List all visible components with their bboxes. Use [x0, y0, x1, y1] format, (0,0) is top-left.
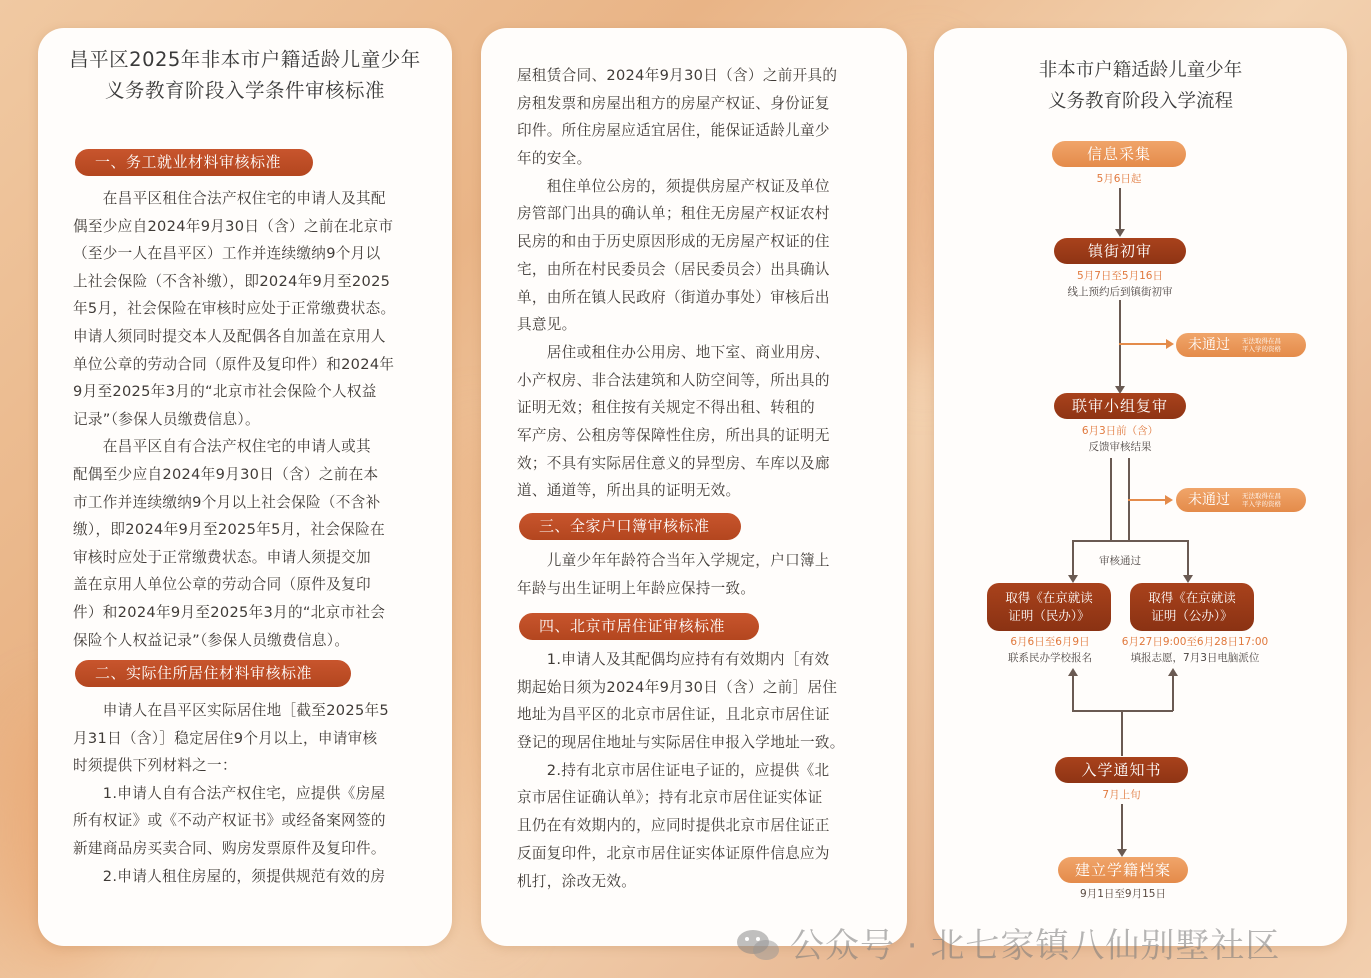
text-line: 申请人在昌平区实际居住地［截至2025年5 — [73, 702, 390, 719]
text-line: 上社会保险（不含补缴），即2024年9月至2025 — [73, 272, 391, 290]
arrow-down-icon — [1068, 575, 1078, 583]
text-line: 屋租赁合同、2024年9月30日（含）之前开具的 — [517, 67, 838, 84]
fail-note — [1242, 492, 1281, 508]
text-line: 小产权房、非合法建筑和人防空间等，所出具的 — [517, 371, 830, 389]
cert-public-line: 取得《在京就读 — [1148, 590, 1236, 605]
flow-connector — [1110, 458, 1112, 540]
text-line: 军产房、公租房等保障性住房，所出具的证明无 — [517, 426, 830, 444]
cert-public-line: 证明（公办）》 — [1151, 608, 1233, 623]
step-info-collection: 信息采集 — [1052, 141, 1186, 167]
text-line: 新建商品房买卖合同、购房发票原件及复印件。 — [73, 839, 386, 857]
section-heading-hukou: 三、全家户口簿审核标准 — [519, 513, 741, 540]
text-line: 具意见。 — [517, 316, 577, 334]
text-line: 偶至少应自2024年9月30日（含）之前在北京市 — [73, 217, 394, 235]
text-line: 申请人须同时提交本人及配偶各自加盖在京用人 — [73, 327, 386, 345]
text-line: 且仍在有效期内的，应同时提供北京市居住证正 — [517, 817, 830, 835]
title-line: 昌平区2025年非本市户籍适龄儿童少年 — [69, 48, 421, 71]
text-line: 房租发票和房屋出租方的房屋产权证、身份证复 — [517, 94, 830, 112]
text-line: 月31日（含）］稳定居住9个月以上，申请审核 — [73, 729, 378, 747]
cert-public-date: 6月27日9:00至6月28日17:00 — [1121, 636, 1269, 648]
section-employment-text — [73, 185, 395, 654]
flow-connector — [1072, 540, 1188, 542]
text-line: 1.申请人自有合法产权住宅，应提供《房屋 — [73, 784, 386, 802]
text-line: 保险个人权益记录”（参保人员缴费信息）。 — [73, 631, 350, 649]
cert-private-note: 联系民办学校报名 — [1008, 652, 1092, 664]
flow-connector — [1128, 499, 1166, 501]
step-student-records-date: 9月1日至9月15日 — [1080, 888, 1166, 900]
text-line: 年5月，社会保险在审核时应处于正常缴费状态。 — [73, 300, 396, 318]
fail-badge-preliminary — [1176, 333, 1306, 357]
flow-connector — [1121, 804, 1123, 850]
fail-badge-joint — [1176, 488, 1306, 512]
text-line: 地址为昌平区的北京市居住证，且北京市居住证 — [517, 706, 830, 724]
watermark: 公众号 · 北七家镇八仙别墅社区 — [790, 926, 1281, 966]
arrow-down-icon — [1183, 575, 1193, 583]
cert-public-node — [1130, 583, 1254, 631]
section-heading-residence-permit: 四、北京市居住证审核标准 — [519, 613, 759, 640]
text-line: 记录”（参保人员缴费信息）。 — [73, 410, 260, 428]
text-line: 所有权证》或《不动产权证书》或经备案网签的 — [73, 812, 386, 830]
cert-private-line: 取得《在京就读 — [1005, 590, 1093, 605]
flow-connector — [1072, 540, 1074, 576]
text-line: 配偶至少应自2024年9月30日（含）之前在本 — [73, 465, 379, 483]
step-joint-review-date: 6月3日前（含） — [1081, 425, 1159, 437]
text-line: 2.持有北京市居住证电子证的，应提供《北 — [517, 761, 830, 779]
cert-public-note: 填报志愿，7月3日电脑派位 — [1130, 652, 1260, 664]
text-line: 民房的和由于历史原因形成的无房屋产权证的住 — [517, 233, 830, 251]
flow-connector — [1119, 343, 1167, 345]
text-line: 印件。所住房屋应适宜居住，能保证适龄儿童少 — [517, 122, 830, 140]
fail-note-line: 无法取得在昌 — [1242, 337, 1281, 345]
text-line: 2.申请人租住房屋的，须提供规范有效的房 — [73, 867, 386, 885]
flow-connector — [1072, 675, 1074, 711]
text-line: 房管部门出具的确认单；租住无房屋产权证农村 — [517, 205, 830, 223]
text-line: 1.申请人及其配偶均应持有有效期内［有效 — [517, 651, 830, 668]
fail-note-line: 无法取得在昌 — [1242, 492, 1281, 500]
text-line: 道、通道等，所出具的证明无效。 — [517, 482, 741, 500]
flow-connector — [1172, 675, 1174, 711]
step-admission-notice-date: 7月上旬 — [1102, 789, 1141, 801]
flow-title-line: 非本市户籍适龄儿童少年 — [1038, 60, 1243, 81]
text-line: 市工作并连续缴纳9个月以上社会保险（不含补 — [73, 493, 381, 511]
section-hukou-text — [517, 547, 830, 602]
text-line: 证明无效；租住按有关规定不得出租、转租的 — [517, 399, 815, 417]
text-line: 单位公章的劳动合同（原件及复印件）和2024年 — [73, 355, 395, 373]
flow-connector — [1119, 188, 1121, 230]
flow-connector — [1121, 710, 1123, 756]
fail-label: 未通过 — [1188, 337, 1230, 353]
cert-private-date: 6月6日至6月9日 — [1010, 636, 1090, 648]
arrow-down-icon — [1115, 229, 1125, 237]
flow-connector — [1072, 710, 1173, 712]
text-line: 在昌平区租住合法产权住宅的申请人及其配 — [73, 190, 386, 207]
text-line: 单，由所在镇人民政府（街道办事处）审核后出 — [517, 288, 830, 306]
text-line: 租住单位公房的，须提供房屋产权证及单位 — [517, 177, 830, 195]
arrow-right-icon — [1165, 495, 1173, 505]
flow-title-line: 义务教育阶段入学流程 — [1047, 91, 1233, 112]
flow-title — [934, 55, 1347, 117]
step-info-collection-date: 5月6日起 — [1096, 173, 1142, 185]
text-line: 盖在京用人单位公章的劳动合同（原件及复印 — [73, 576, 371, 594]
text-line: 儿童少年年龄符合当年入学规定，户口簿上 — [517, 552, 830, 569]
text-line: 反面复印件，北京市居住证实体证原件信息应为 — [517, 844, 830, 862]
residence-text-continued — [517, 62, 837, 505]
step-preliminary-review-note: 线上预约后到镇街初审 — [1067, 286, 1173, 298]
text-line: （至少一人在昌平区）工作并连续缴纳9个月以 — [73, 245, 381, 263]
cert-private-line: 证明（民办）》 — [1008, 608, 1090, 623]
text-line: 9月至2025年3月的“北京市社会保险个人权益 — [73, 383, 377, 401]
text-line: 效；不具有实际居住意义的异型房、车库以及廊 — [517, 454, 830, 472]
text-line: 审核时应处于正常缴费状态。申请人须提交加 — [73, 548, 371, 566]
text-line: 在昌平区自有合法产权住宅的申请人或其 — [73, 438, 371, 456]
text-line: 居住或租住办公用房、地下室、商业用房、 — [517, 343, 830, 361]
arrow-right-icon — [1166, 339, 1174, 349]
step-admission-notice: 入学通知书 — [1055, 757, 1188, 783]
title-line: 义务教育阶段入学条件审核标准 — [104, 79, 385, 102]
fail-note — [1242, 337, 1281, 353]
fail-note-line: 平入学的资格 — [1242, 500, 1281, 508]
section-heading-employment: 一、务工就业材料审核标准 — [75, 149, 313, 176]
arrow-down-icon — [1117, 849, 1127, 857]
text-line: 年龄与出生证明上年龄应保持一致。 — [517, 579, 756, 597]
pass-label: 审核通过 — [1090, 553, 1150, 568]
text-line: 登记的现居住地址与实际居住申报入学地址一致。 — [517, 734, 845, 752]
step-joint-review: 联审小组复审 — [1054, 393, 1186, 419]
text-line: 时须提供下列材料之一： — [73, 757, 237, 775]
text-line: 件）和2024年9月至2025年3月的“北京市社会 — [73, 603, 386, 621]
section-residence-text — [73, 697, 389, 890]
text-line: 期起始日须为2024年9月30日（含）之前］居住 — [517, 678, 838, 696]
step-preliminary-review: 镇街初审 — [1054, 238, 1186, 264]
step-joint-review-note: 反馈审核结果 — [1088, 441, 1152, 453]
step-student-records: 建立学籍档案 — [1058, 857, 1188, 883]
text-line: 宅，由所在村民委员会（居民委员会）出具确认 — [517, 260, 830, 278]
section-heading-residence: 二、实际住所居住材料审核标准 — [75, 660, 351, 687]
cert-private-node — [987, 583, 1111, 631]
text-line: 年的安全。 — [517, 150, 592, 168]
step-preliminary-review-date: 5月7日至5月16日 — [1077, 270, 1163, 282]
text-line: 缴），即2024年9月至2025年5月，社会保险在 — [73, 521, 385, 539]
document-title — [38, 44, 452, 106]
text-line: 京市居住证确认单》；持有北京市居住证实体证 — [517, 789, 823, 807]
flow-connector — [1187, 540, 1189, 576]
text-line: 机打，涂改无效。 — [517, 872, 637, 890]
fail-note-line: 平入学的资格 — [1242, 345, 1281, 353]
fail-label: 未通过 — [1188, 492, 1230, 508]
section-residence-permit-text — [517, 646, 845, 895]
